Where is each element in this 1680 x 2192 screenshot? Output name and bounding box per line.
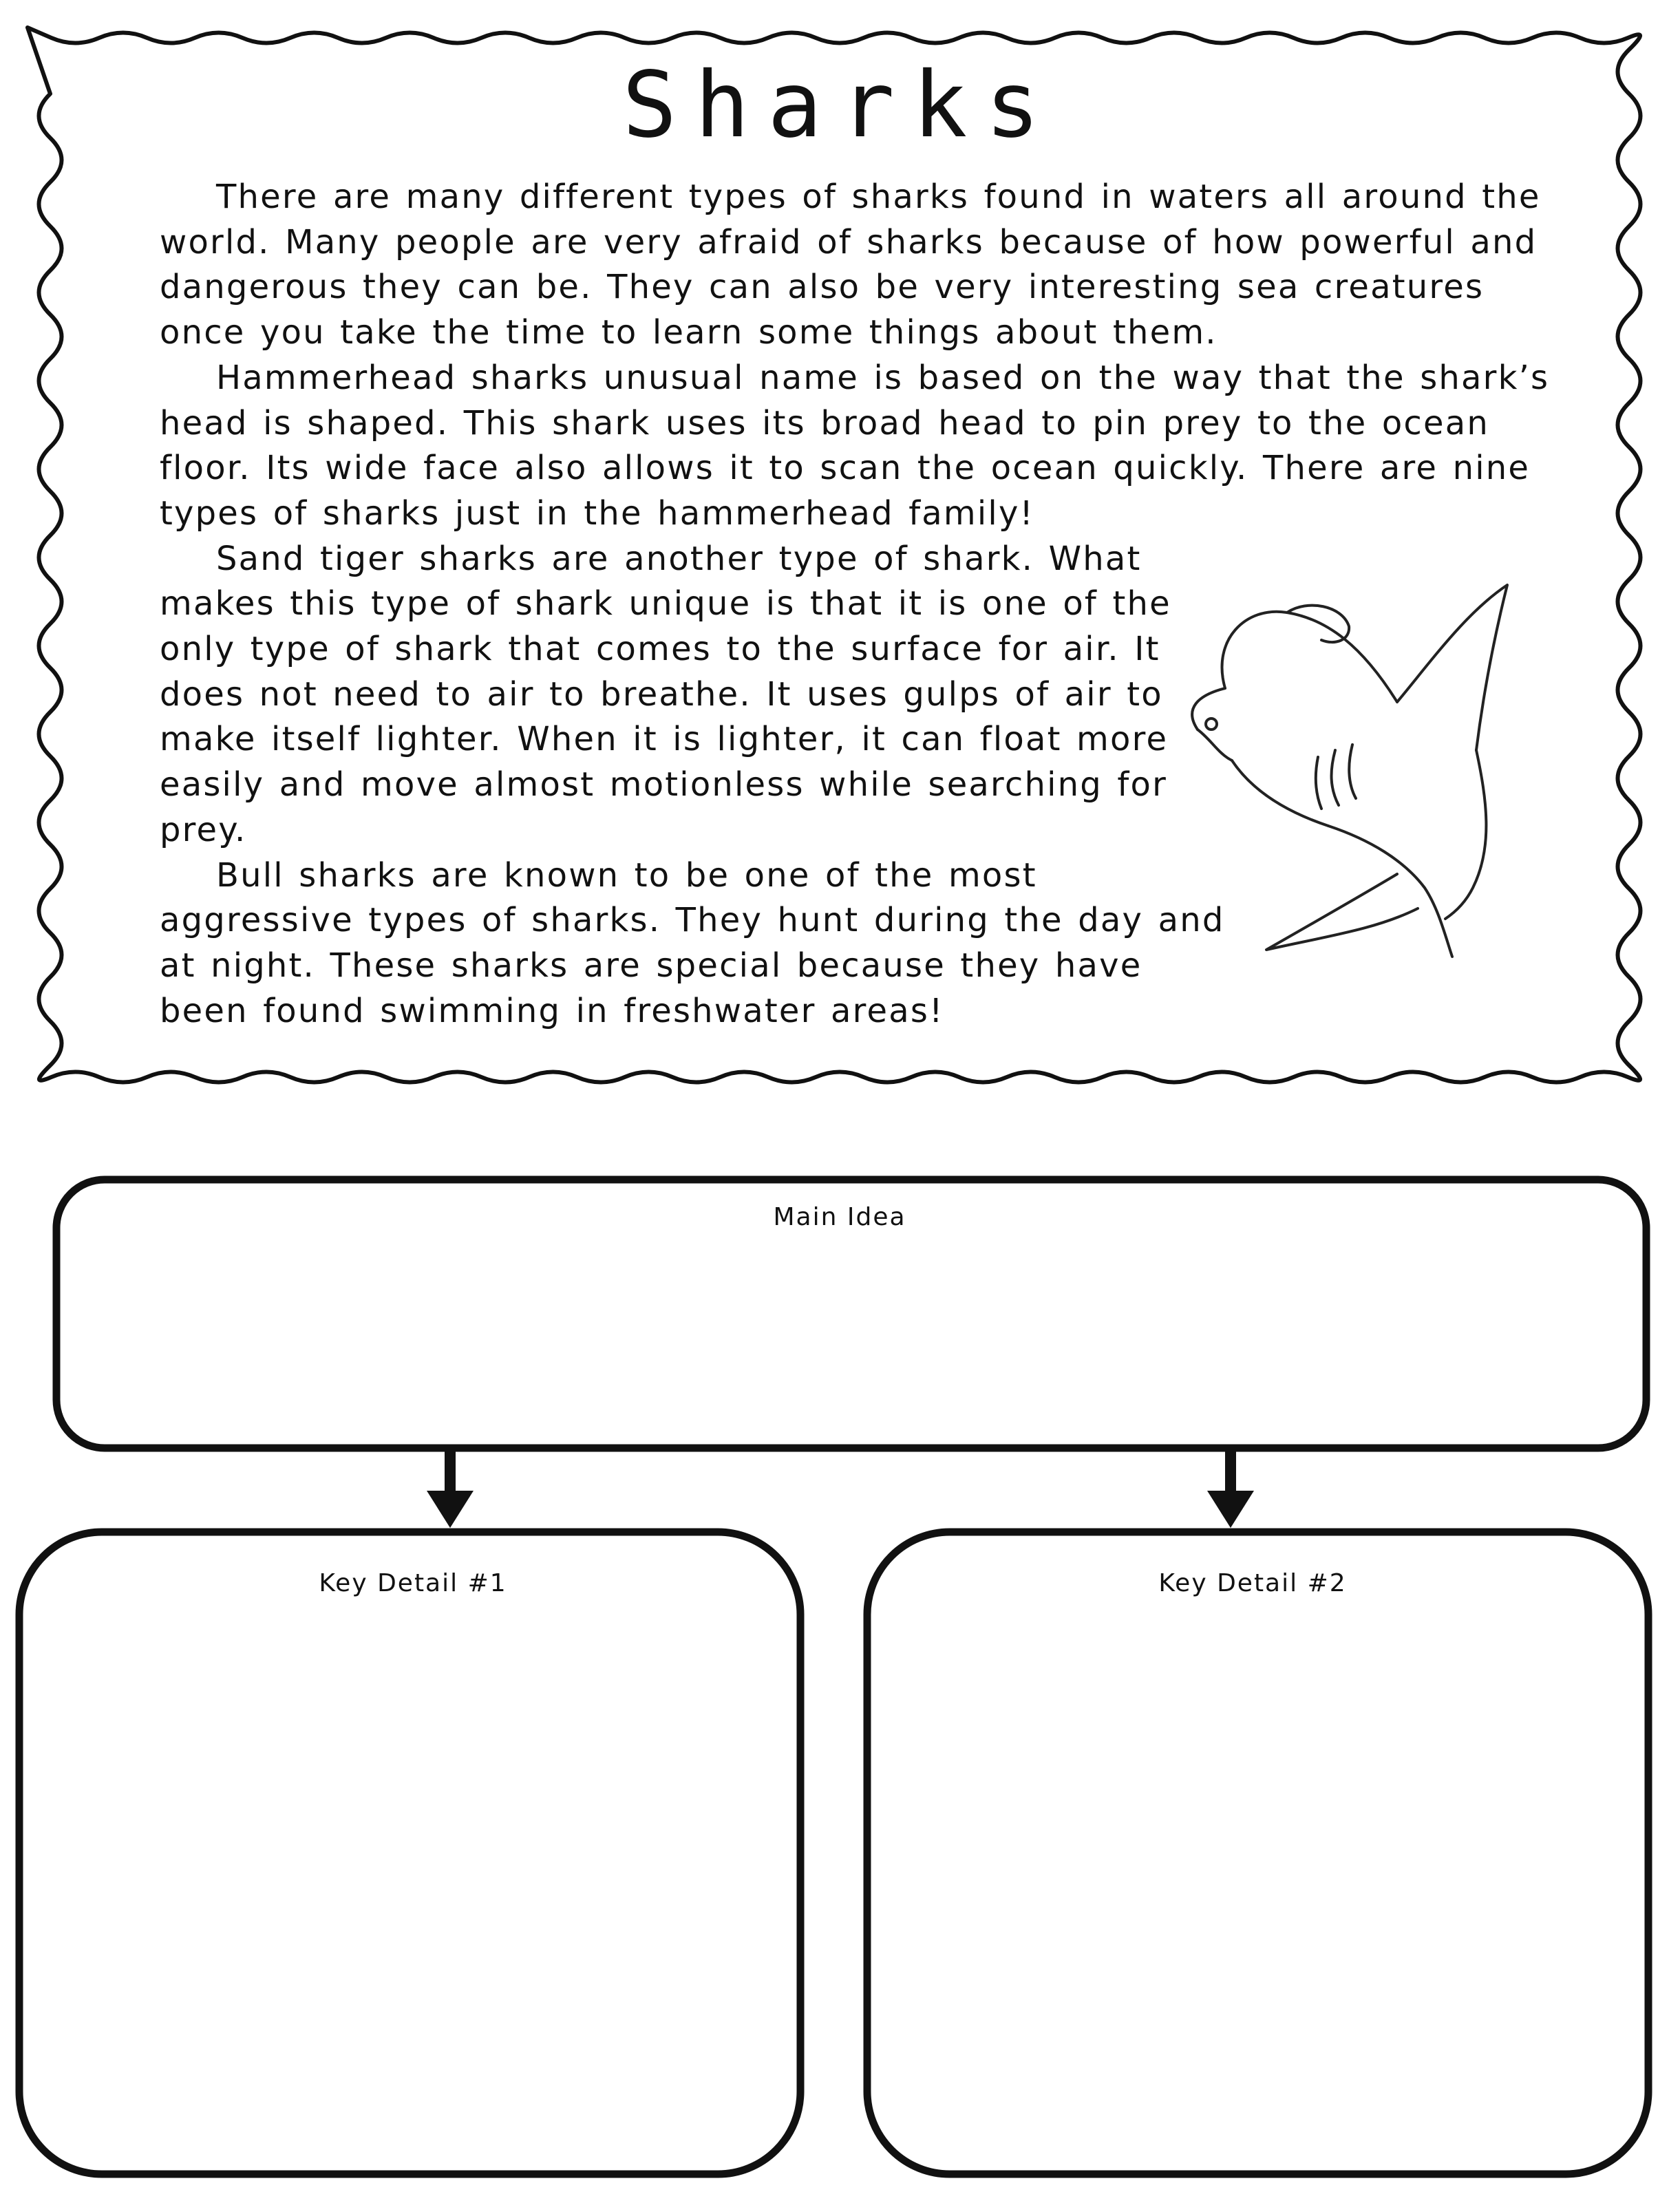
- key-detail-1-box[interactable]: [19, 1532, 800, 2174]
- hammerhead-shark-drawing: [1170, 564, 1555, 977]
- key-detail-2-box[interactable]: [867, 1532, 1648, 2174]
- arrow-to-key-detail-2: [1207, 1448, 1254, 1528]
- graphic-organizer: [0, 1142, 1680, 2192]
- key-detail-2-label: Key Detail #2: [1158, 1569, 1347, 1597]
- paragraph-sand-tiger: Sand tiger sharks are another type of shark. What makes this type of shark unique is that it is one of the only type of shark that comes to the surface for air. It does not need to air to breathe. It uses gulps of air to make itself lighter. When it is lighter, it can float more easily and move almost motionless while searching for prey.: [160, 539, 1171, 849]
- paragraph-hammerhead: Hammerhead sharks unusual name is based on the way that the shark’s head is shaped. This shark uses its broad head to pin prey to the ocean floor. Its wide face also allows it to scan the ocean quickly. There are nine types of sharks just in the hammerhead family!: [160, 358, 1550, 533]
- main-idea-label: Main Idea: [773, 1203, 906, 1231]
- key-detail-1-label: Key Detail #1: [319, 1569, 507, 1597]
- arrow-to-key-detail-1: [427, 1448, 474, 1528]
- worksheet-title: Sharks: [622, 52, 1058, 158]
- paragraph-intro: There are many different types of sharks found in waters all around the world. Many people are very afraid of sharks because of how powerful and dangerous they can be. They can also be very interesting sea creatures once you take the time to learn some things about them.: [160, 178, 1541, 352]
- paragraph-bull-shark: Bull sharks are known to be one of the most aggressive types of sharks. They hunt during the day and at night. These sharks are special because they have been found swimming in freshwater areas!: [160, 855, 1225, 1030]
